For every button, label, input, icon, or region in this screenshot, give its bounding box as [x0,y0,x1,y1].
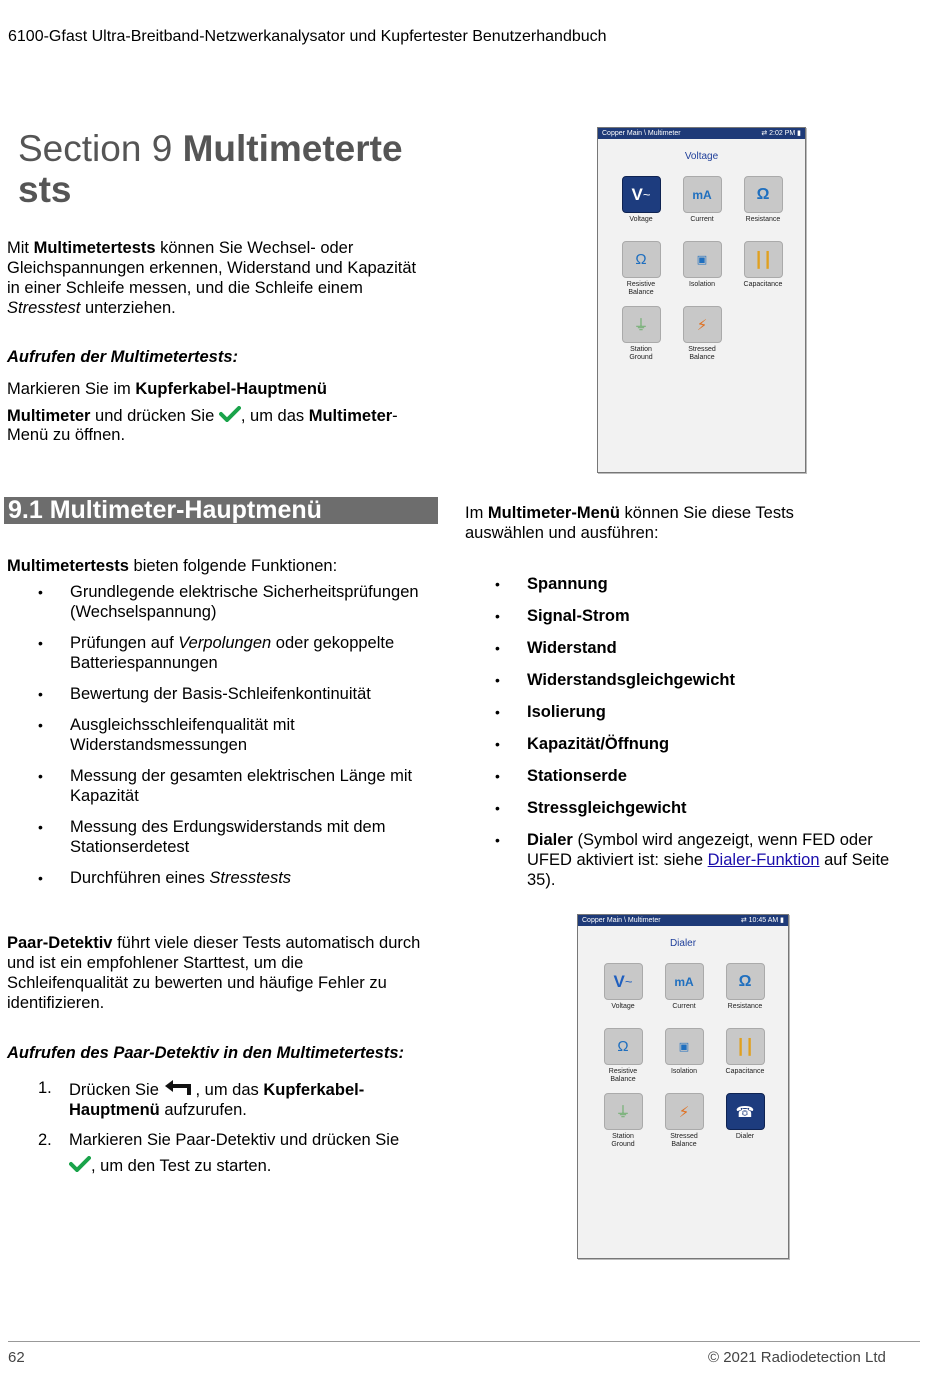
tile-label: Dialer [735,1133,755,1140]
features-text: bieten folgende Funktionen: [128,557,338,575]
list-item: • Messung des Erdungswiderstands mit dem Stationserdetest [8,817,438,857]
tile-label: Capacitance [725,1068,765,1075]
capacitance-icon: ┃┃ [726,1028,765,1065]
tile-station-ground[interactable] [592,1093,654,1149]
check-icon [69,1156,91,1172]
step-text: Drücken Sie [69,1081,164,1099]
tile-capacitance[interactable] [714,1028,776,1076]
station-ground-icon: ⏚ [604,1093,643,1130]
list-item: • Messung der gesamten elektrischen Länge mit Kapazität [8,766,438,806]
tile-resistance[interactable] [714,963,776,1011]
tile-label: Station Ground [629,346,653,361]
intro-italic: Stresstest [7,299,81,317]
tile-voltage[interactable] [592,963,654,1011]
step-2 [38,1130,438,1176]
step-number: 2. [38,1131,52,1149]
access-paragraph [7,379,437,399]
tile-label: Voltage [611,1003,635,1010]
footer-rule [8,1341,920,1342]
intro-text: können Sie Wechsel- oder Gleichspannungen erkennen, Widerstand und Kapazität in einer Schleife messen, und die Schleife einem [7,239,417,297]
dialer-link[interactable]: Dialer-Funktion [707,851,820,869]
list-item: • Ausgleichsschleifenqualität mit Widerstandsmessungen [8,715,438,755]
running-header: 6100-Gfast Ultra-Breitband-Netzwerkanalysator und Kupfertester Benutzerhandbuch [8,28,607,45]
tile-resistive-balance[interactable] [592,1028,654,1084]
intro-text: Mit [7,239,34,257]
tile-label: Resistance [745,216,781,223]
list-item: • Widerstand [465,638,905,658]
section-title [18,128,438,210]
list-item: • Kapazität/Öffnung [465,734,905,754]
step-bold: Kupferkabel-Hauptmenü [69,1081,365,1119]
tile-label: Stressed Balance [688,346,716,361]
list-item: • Signal-Strom [465,606,905,626]
intro-bold: Multimetertests [33,239,156,257]
access-heading: Aufrufen der Multimetertests: [7,348,239,366]
isolation-icon: ▣ [683,241,722,278]
screen-breadcrumb: Copper Main \ Multimeter [602,130,681,137]
screen-title: Dialer [669,938,697,949]
intro-paragraph [7,238,417,318]
step-text: Markieren Sie Paar-Detektiv und drücken Sie [69,1131,400,1149]
stressed-balance-icon: ⚡ [683,306,722,343]
list-item: • Stationserde [465,766,905,786]
pair-heading: Aufrufen des Paar-Detektiv in den Multimetertests: [7,1044,404,1062]
check-icon [219,406,241,422]
tile-stressed-balance[interactable] [671,306,733,362]
section-prefix: Section 9 [18,128,183,169]
tile-capacitance[interactable] [732,241,794,289]
access-text: und drücken Sie [90,407,219,425]
list-item: • Widerstandsgleichgewicht [465,670,905,690]
tile-label: Voltage [629,216,653,223]
features-bold: Multimetertests [7,557,129,575]
resistance-icon: Ω [726,963,765,1000]
list-item: • Prüfungen auf Verpolungen oder gekoppelte Batteriespannungen [8,633,438,673]
tile-station-ground[interactable] [610,306,672,362]
tile-label: Current [672,1003,696,1010]
list-item: • Spannung [465,574,905,594]
screen-status-bar [578,915,788,926]
tile-current[interactable] [653,963,715,1011]
access-text: Markieren Sie im [7,380,136,398]
multimeter-screen-2 [577,914,789,1259]
screen-breadcrumb: Copper Main \ Multimeter [582,917,661,924]
resistive-balance-icon: Ω [622,241,661,278]
pair-paragraph [7,933,427,1013]
tile-isolation[interactable] [671,241,733,289]
access-text: , um das [240,407,309,425]
tile-label: Stressed Balance [670,1133,698,1148]
dialer-icon: ☎ [726,1093,765,1130]
access-bold: Multimeter [308,407,393,425]
tile-label: Resistance [727,1003,763,1010]
tile-resistive-balance[interactable] [610,241,672,297]
tile-label: Station Ground [611,1133,635,1148]
copyright: © 2021 Radiodetection Ltd [708,1349,886,1366]
intro-text: unterziehen. [80,299,176,317]
tile-stressed-balance[interactable] [653,1093,715,1149]
station-ground-icon: ⏚ [622,306,661,343]
menu-lead [465,503,865,543]
features-lead [7,556,337,576]
section-title-line1: Multimeterte [182,128,403,169]
step-text: , um das [195,1081,264,1099]
access-text: Menü zu öffnen. [7,426,126,444]
capacitance-icon: ┃┃ [744,241,783,278]
back-arrow-icon [163,1078,195,1096]
access-paragraph-2 [7,405,437,449]
tile-label: Resistive Balance [626,281,656,296]
pair-bold: Paar-Detektiv [7,934,113,952]
isolation-icon: ▣ [665,1028,704,1065]
access-bold: Kupferkabel-Hauptmenü [135,380,327,398]
step-text: aufzurufen. [159,1101,247,1119]
step-1 [38,1078,438,1120]
tile-dialer[interactable] [714,1093,776,1141]
subsection-heading: 9.1 Multimeter-Hauptmenü [4,497,438,524]
menu-list [465,574,905,890]
list-item-dialer: • Dialer (Symbol wird angezeigt, wenn FED oder UFED aktiviert ist: siehe Dialer-Funktion auf Seite 35). [465,830,905,890]
access-text: - [392,407,398,425]
tile-label: Resistive Balance [608,1068,638,1083]
list-item: • Isolierung [465,702,905,722]
stressed-balance-icon: ⚡ [665,1093,704,1130]
page-number: 62 [8,1349,25,1366]
voltage-icon: V ~ [604,963,643,1000]
tile-isolation[interactable] [653,1028,715,1076]
list-item: • Stressgleichgewicht [465,798,905,818]
tile-label: Current [690,216,714,223]
step-number: 1. [38,1079,52,1097]
screen-status-bar [598,128,805,139]
pair-text: führt viele dieser Tests automatisch durch und ist ein empfohlener Starttest, um die Schleifenqualität zu bewerten und häufige Fehler zu identifizieren. [7,934,421,1012]
screen-clock: ⇄ 10:45 AM ▮ [740,917,784,924]
tile-voltage[interactable] [610,176,672,224]
resistance-icon: Ω [744,176,783,213]
access-bold: Multimeter [7,407,91,425]
list-item: • Bewertung der Basis-Schleifenkontinuität [8,684,438,704]
list-item: • Grundlegende elektrische Sicherheitsprüfungen (Wechselspannung) [8,582,438,622]
resistive-balance-icon: Ω [604,1028,643,1065]
tile-label: Isolation [688,281,716,288]
menu-text: Im [465,504,488,522]
screen-title: Voltage [684,151,719,162]
tile-current[interactable] [671,176,733,224]
screen-clock: ⇄ 2:02 PM ▮ [761,130,801,137]
current-icon: mA [683,176,722,213]
menu-bold: Multimeter-Menü [487,504,620,522]
multimeter-screen-1 [597,127,806,473]
step-text: , um den Test zu starten. [91,1157,272,1175]
current-icon: mA [665,963,704,1000]
section-title-line2: sts [18,169,72,210]
menu-text: können Sie diese Tests auswählen und ausführen: [465,504,794,542]
tile-label: Capacitance [743,281,783,288]
list-item: • Durchführen eines Stresstests [8,868,438,888]
voltage-icon: V ~ [622,176,661,213]
tile-label: Isolation [670,1068,698,1075]
features-list [8,582,438,888]
tile-resistance[interactable] [732,176,794,224]
